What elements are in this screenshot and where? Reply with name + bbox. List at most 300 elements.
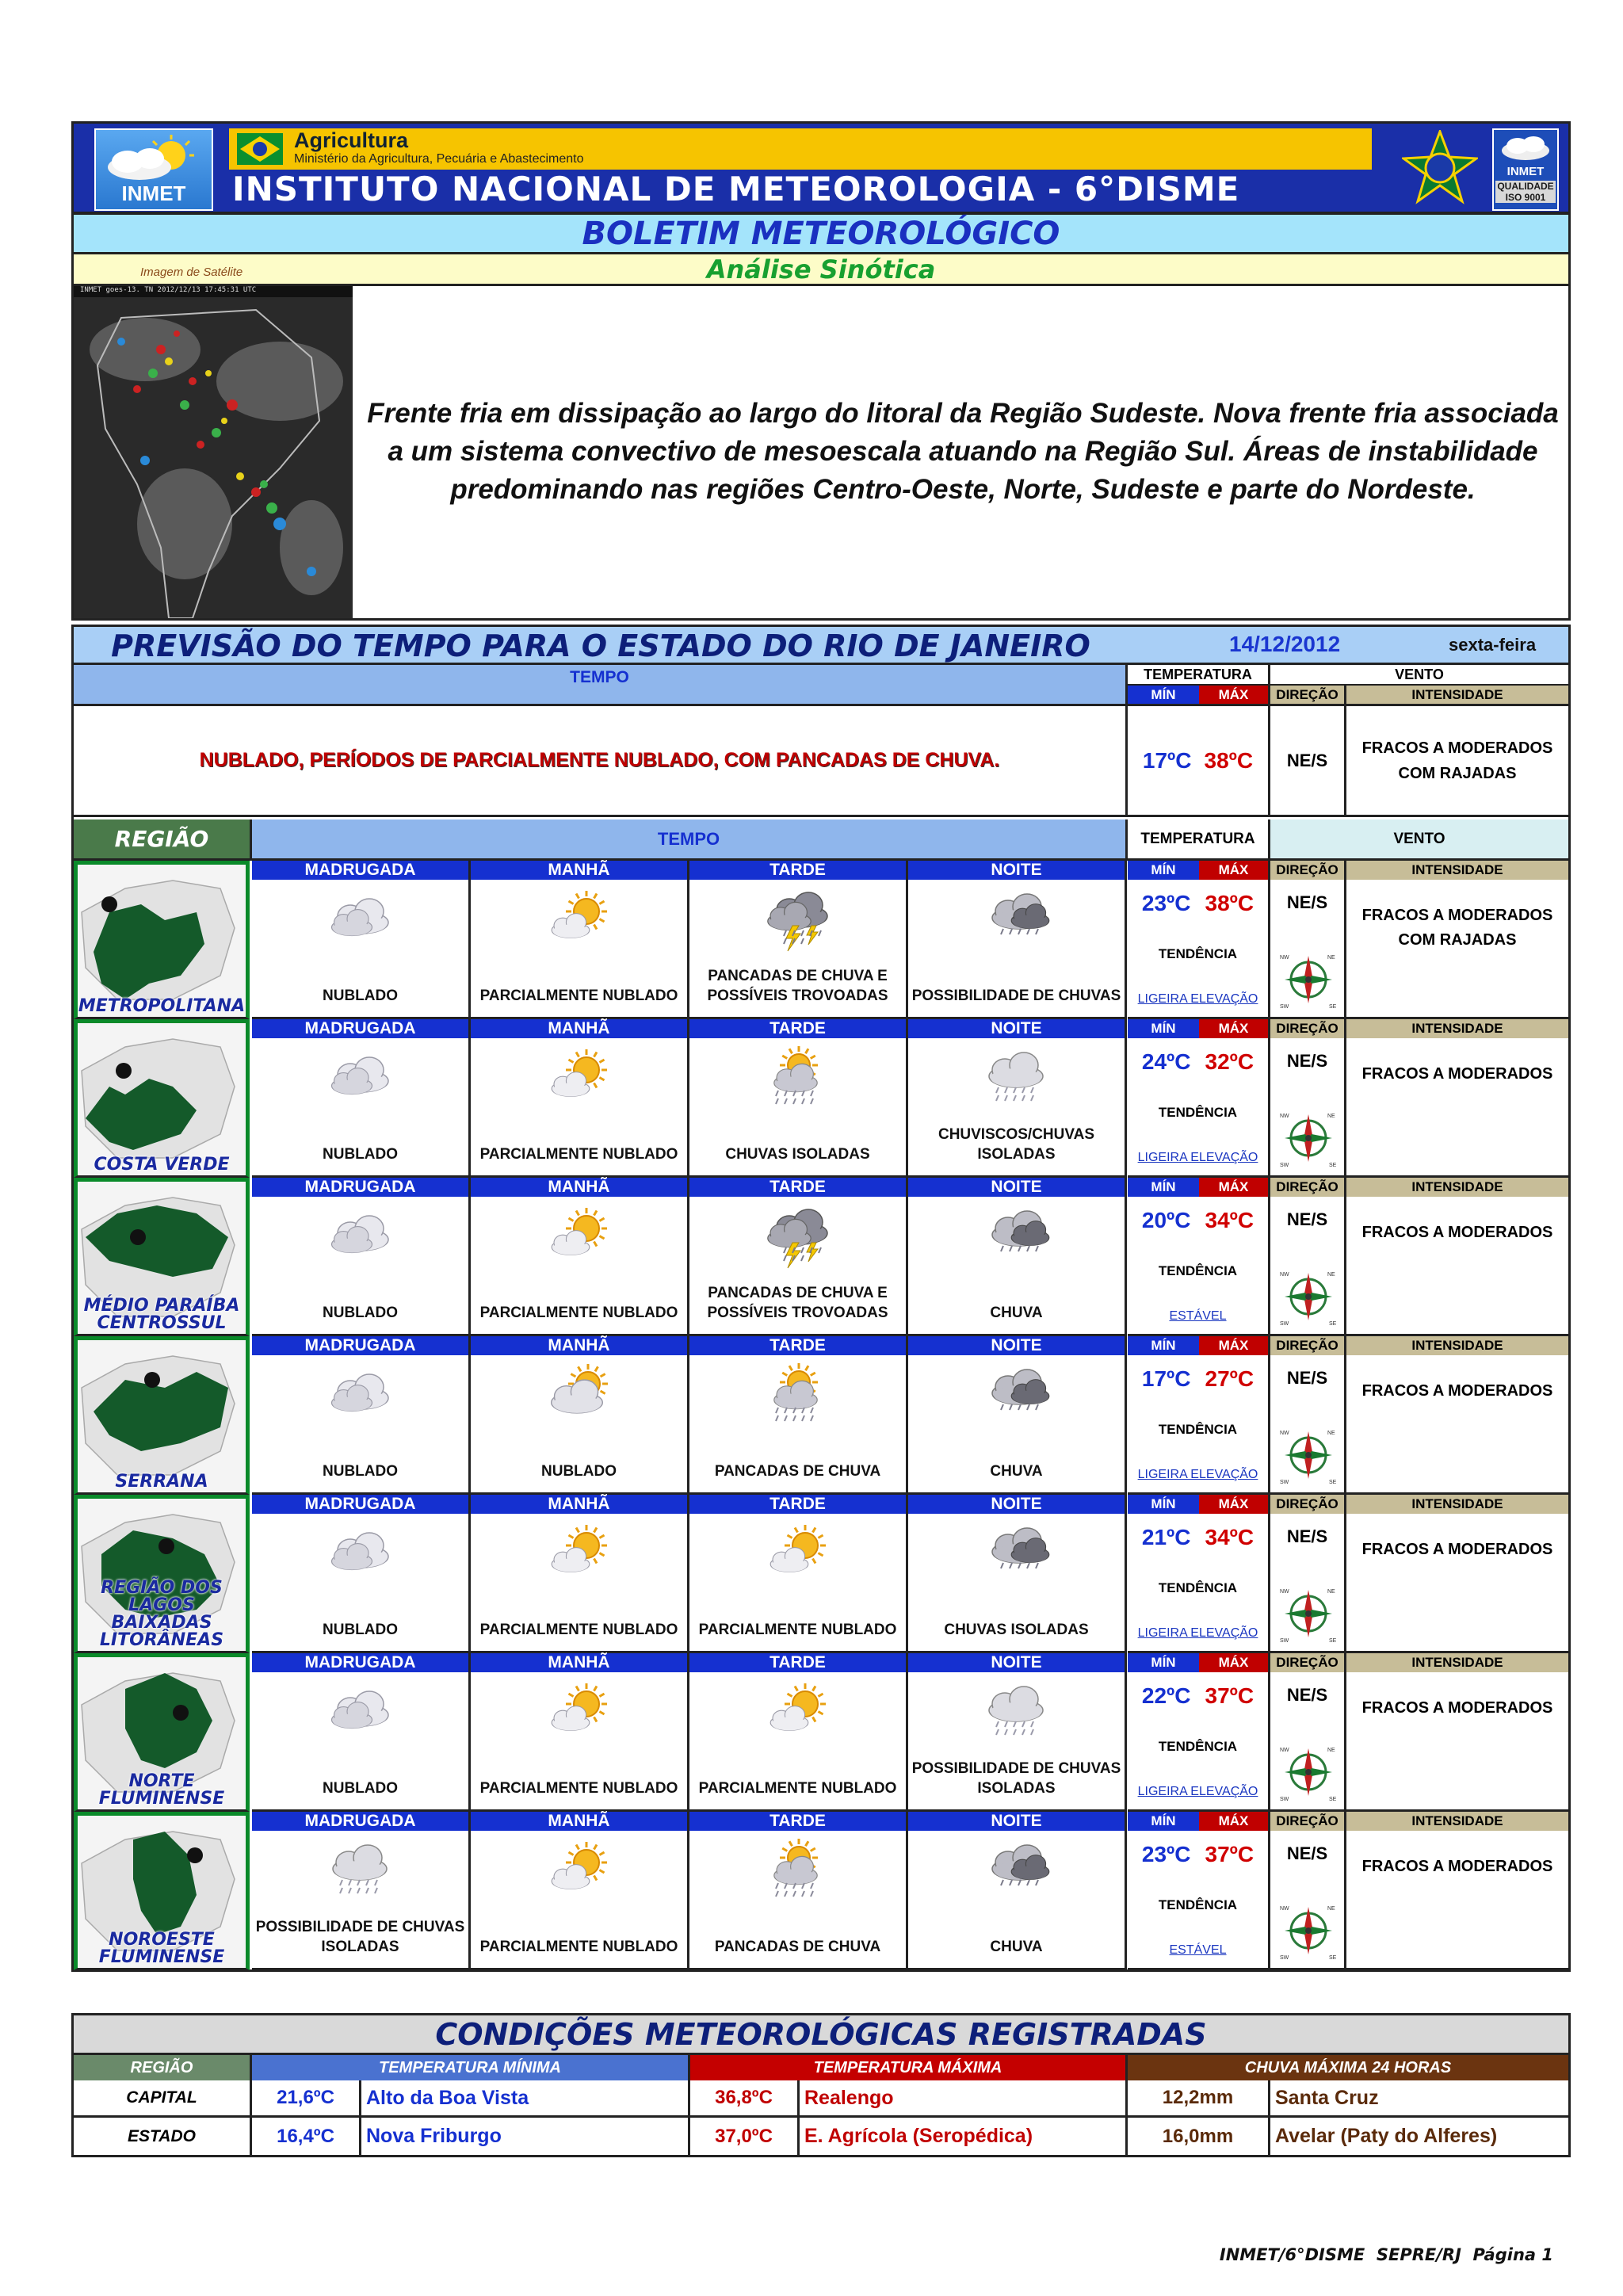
min-header [1128, 1653, 1199, 1672]
iso-logo-text: INMET [1507, 165, 1545, 178]
svg-text:NE: NE [1327, 1748, 1335, 1753]
state-summary: NUBLADO, PERÍODOS DE PARCIALMENTE NUBLADO, COM PANCADAS DE CHUVA. [199, 749, 1000, 771]
min-temp: 23ºC [1141, 1842, 1191, 1866]
trend-label: TENDÊNCIA [1158, 1263, 1238, 1278]
weather-condition: CHUVAS ISOLADAS [944, 1622, 1089, 1638]
partly-cloudy-icon [533, 1837, 628, 1908]
period-cell [471, 1355, 689, 1495]
weather-condition: CHUVISCOS/CHUVAS ISOLADAS [938, 1126, 1095, 1163]
period-header [908, 1019, 1127, 1038]
row-tmin: 21,6ºC [277, 2087, 334, 2108]
min-header [1128, 1495, 1199, 1514]
period-cell [689, 1038, 908, 1178]
period-header [689, 1178, 908, 1197]
period-label: NOITE [991, 1495, 1042, 1513]
region-map-icon [78, 1023, 236, 1166]
weather-condition: NUBLADO [323, 1780, 398, 1797]
iso-cloud-icon [1494, 132, 1557, 163]
direction-header [1270, 1019, 1346, 1038]
state-direction: NE/S [1286, 750, 1328, 770]
state-summary-cell [74, 706, 1128, 817]
period-header [689, 1495, 908, 1514]
intensity-label: INTENSIDADE [1411, 1179, 1503, 1194]
svg-text:SE: SE [1329, 1163, 1337, 1168]
wind-direction: NE/S [1286, 1685, 1328, 1705]
compass-rose-icon [1275, 1580, 1342, 1647]
svg-text:SW: SW [1280, 1004, 1289, 1010]
row-rain-place: Avelar (Paty do Alferes) [1275, 2125, 1498, 2147]
trend-label: TENDÊNCIA [1158, 1422, 1238, 1437]
inmet-logo-text: INMET [121, 181, 186, 205]
compass-rose-icon [1275, 1739, 1342, 1805]
region-map-2 [74, 1178, 250, 1336]
period-label: MANHÃ [548, 1812, 610, 1830]
direction-label: DIREÇÃO [1276, 1179, 1338, 1194]
period-header [908, 861, 1127, 880]
trend-value: LIGEIRA ELEVAÇÃO [1137, 1626, 1258, 1640]
svg-text:NW: NW [1280, 1431, 1289, 1436]
satellite-caption: INMET goes-13. TN 2012/12/13 17:45:31 UTC [80, 286, 257, 294]
trend-value: LIGEIRA ELEVAÇÃO [1137, 1785, 1258, 1798]
state-min-temp: 17ºC [1142, 747, 1192, 773]
intensity-header [1346, 1653, 1568, 1672]
page-header [71, 121, 1571, 214]
conditions-row-tmax-place [800, 2080, 1128, 2118]
wind-intensity: FRACOS A MODERADOS [1361, 1382, 1553, 1400]
rain-icon [970, 886, 1065, 957]
svg-text:SW: SW [1280, 1638, 1289, 1644]
region-map-1 [74, 1019, 250, 1178]
drizzle-icon [970, 1045, 1065, 1116]
weather-icon-wrap [314, 886, 409, 957]
intensity-label: INTENSIDADE [1411, 1338, 1503, 1353]
trend-label: TENDÊNCIA [1158, 1580, 1238, 1595]
trend-value: LIGEIRA ELEVAÇÃO [1137, 992, 1258, 1006]
weather-condition: PARCIALMENTE NUBLADO [479, 1780, 678, 1797]
period-cell [908, 1831, 1127, 1970]
cloudy-icon [314, 1362, 409, 1433]
conditions-tmax-header [690, 2055, 1128, 2080]
direction-label: DIREÇÃO [1276, 1021, 1338, 1036]
svg-text:SE: SE [1329, 1004, 1337, 1010]
partly-cloudy-icon [533, 1679, 628, 1750]
region-name: COSTA VERDE [94, 1155, 230, 1175]
temperature-cell [1128, 1355, 1270, 1495]
period-label: TARDE [769, 861, 826, 879]
svg-text:NE: NE [1327, 1272, 1335, 1278]
period-cell [908, 1197, 1127, 1336]
weather-condition: PARCIALMENTE NUBLADO [479, 1939, 678, 1955]
intensity-header [1346, 1495, 1568, 1514]
trend-value: LIGEIRA ELEVAÇÃO [1137, 1468, 1258, 1481]
period-label: MANHÃ [548, 1653, 610, 1671]
satellite-label: Imagem de Satélite [140, 266, 243, 279]
region-map-6 [74, 1812, 250, 1970]
conditions-row-tmax-place [800, 2118, 1128, 2155]
period-label: NOITE [991, 1019, 1042, 1037]
weather-condition: PARCIALMENTE NUBLADO [479, 1622, 678, 1638]
institute-title: INSTITUTO NACIONAL DE METEOROLOGIA - 6°DISME [232, 170, 1240, 208]
svg-text:NE: NE [1327, 1906, 1335, 1912]
trend-value: LIGEIRA ELEVAÇÃO [1137, 1151, 1258, 1164]
forecast-title: PREVISÃO DO TEMPO PARA O ESTADO DO RIO DE JANEIRO [111, 628, 1090, 663]
max-temp: 27ºC [1205, 1366, 1254, 1391]
weather-icon-wrap [314, 1362, 409, 1433]
wind-intensity: FRACOS A MODERADOS [1361, 1699, 1553, 1717]
iso-label: QUALIDADE ISO 9001 [1495, 181, 1556, 203]
state-temperatura-header [1128, 665, 1270, 686]
weather-icon-wrap [533, 886, 628, 957]
region-tempo-header [252, 819, 1128, 861]
conditions-region-header [74, 2055, 252, 2080]
ministry-banner [229, 128, 1372, 170]
partly-cloudy-icon [533, 1045, 628, 1116]
weather-icon-wrap [970, 1203, 1065, 1274]
direction-cell [1270, 1038, 1346, 1178]
weather-condition: POSSIBILIDADE DE CHUVAS [911, 988, 1121, 1004]
region-temperatura-label: TEMPERATURA [1140, 830, 1255, 847]
min-temp: 22ºC [1141, 1683, 1191, 1708]
period-header [252, 1019, 471, 1038]
svg-text:NW: NW [1280, 955, 1289, 961]
conditions-row-tmin [252, 2118, 361, 2155]
region-name: METROPOLITANA [78, 996, 246, 1016]
svg-text:NW: NW [1280, 1114, 1289, 1119]
max-label: MÁX [1218, 1496, 1249, 1511]
period-cell [689, 1672, 908, 1812]
region-temperatura-header [1128, 819, 1270, 861]
weather-icon-wrap [314, 1045, 409, 1116]
compass-rose-icon [1275, 1897, 1342, 1964]
min-temp: 24ºC [1141, 1049, 1191, 1074]
period-header [908, 1812, 1127, 1831]
weather-condition: PARCIALMENTE NUBLADO [698, 1622, 897, 1638]
partly-cloudy-icon [751, 1679, 846, 1750]
compass-rose-icon [1275, 946, 1342, 1013]
period-cell [471, 880, 689, 1019]
max-header [1199, 1495, 1270, 1514]
trend-value: ESTÁVEL [1169, 1943, 1227, 1957]
direction-cell [1270, 1197, 1346, 1336]
direction-label: DIREÇÃO [1276, 1655, 1338, 1670]
wind-direction: NE/S [1286, 1051, 1328, 1071]
thunderstorm-icon [751, 886, 846, 957]
wind-intensity: FRACOS A MODERADOS [1361, 1065, 1553, 1083]
period-label: MADRUGADA [304, 1653, 416, 1671]
max-label: MÁX [1218, 1179, 1249, 1194]
state-vento-label: VENTO [1395, 666, 1444, 682]
synoptic-analysis [365, 365, 1561, 539]
trend-label: TENDÊNCIA [1158, 1105, 1238, 1120]
period-header [908, 1178, 1127, 1197]
row-region: CAPITAL [126, 2088, 197, 2107]
direction-label: DIREÇÃO [1276, 1338, 1338, 1353]
wind-direction: NE/S [1286, 1526, 1328, 1546]
min-label: MÍN [1151, 1496, 1176, 1511]
rain-icon [970, 1362, 1065, 1433]
intensity-cell [1346, 1514, 1568, 1653]
period-label: TARDE [769, 1495, 826, 1513]
period-cell [471, 1672, 689, 1812]
max-temp: 38ºC [1205, 891, 1254, 915]
intensity-label: INTENSIDADE [1411, 862, 1503, 877]
min-header [1128, 861, 1199, 880]
svg-text:NW: NW [1280, 1589, 1289, 1595]
intensity-cell [1346, 880, 1568, 1019]
direction-label: DIREÇÃO [1276, 1496, 1338, 1511]
weather-icon-wrap [970, 1837, 1065, 1908]
row-rain-place: Santa Cruz [1275, 2086, 1379, 2109]
region-tempo-label: TEMPO [657, 828, 720, 849]
region-map-3 [74, 1336, 250, 1495]
wind-direction: NE/S [1286, 1209, 1328, 1229]
min-temp: 20ºC [1141, 1208, 1191, 1232]
weather-icon-wrap [970, 1045, 1065, 1116]
intensity-header [1346, 1019, 1568, 1038]
direction-cell [1270, 880, 1346, 1019]
thunderstorm-icon [751, 1203, 846, 1274]
conditions-title: CONDIÇÕES METEOROLÓGICAS REGISTRADAS [435, 2016, 1207, 2052]
weather-condition: POSSIBILIDADE DE CHUVAS ISOLADAS [911, 1760, 1121, 1797]
period-cell [252, 1355, 471, 1495]
period-header [908, 1653, 1127, 1672]
region-name: MÉDIO PARAÍBA CENTROSSUL [83, 1296, 240, 1333]
state-temperatura-label: TEMPERATURA [1144, 666, 1252, 682]
weather-condition: PANCADAS DE CHUVA [714, 1939, 881, 1955]
satellite-map-icon [74, 286, 353, 618]
period-cell [689, 1355, 908, 1495]
period-label: NOITE [991, 1336, 1042, 1354]
compass-rose-icon [1275, 1263, 1342, 1330]
row-tmax: 36,8ºC [715, 2087, 773, 2108]
ministry-subtitle: Ministério da Agricultura, Pecuária e Abastecimento [294, 152, 584, 166]
satellite-image[interactable] [74, 286, 353, 618]
weather-condition: NUBLADO [323, 988, 398, 1004]
conditions-tmin-label: TEMPERATURA MÍNIMA [379, 2058, 561, 2076]
period-header [471, 1336, 689, 1355]
weather-icon-wrap [970, 1679, 1065, 1750]
sun-shower-icon [751, 1837, 846, 1908]
weather-icon-wrap [751, 1362, 846, 1433]
row-tmax-place: E. Agrícola (Seropédica) [804, 2125, 1033, 2147]
footer-text: INMET/6°DISME SEPRE/RJ Página 1 [1219, 2245, 1553, 2264]
weather-icon-wrap [751, 1045, 846, 1116]
direction-header [1270, 1812, 1346, 1831]
svg-text:NE: NE [1327, 955, 1335, 961]
region-map-5 [74, 1653, 250, 1812]
weather-condition: CHUVAS ISOLADAS [725, 1146, 870, 1163]
state-intensity-cell [1346, 706, 1568, 817]
temperature-cell [1128, 1672, 1270, 1812]
conditions-rain-header [1128, 2055, 1568, 2080]
direction-cell [1270, 1355, 1346, 1495]
wind-intensity: FRACOS A MODERADOS COM RAJADAS [1361, 907, 1553, 949]
min-temp: 21ºC [1141, 1525, 1191, 1549]
temperature-cell [1128, 1038, 1270, 1178]
region-map-icon [78, 865, 236, 1007]
period-header [471, 1495, 689, 1514]
max-label: MÁX [1218, 1813, 1249, 1828]
period-cell [471, 1038, 689, 1178]
weather-icon-wrap [970, 1520, 1065, 1591]
max-header [1199, 1336, 1270, 1355]
weather-condition: PANCADAS DE CHUVA [714, 1463, 881, 1480]
svg-text:SW: SW [1280, 1321, 1289, 1327]
intensity-cell [1346, 1355, 1568, 1495]
weather-condition: NUBLADO [323, 1305, 398, 1321]
direction-label: DIREÇÃO [1276, 1813, 1338, 1828]
state-min-label: MÍN [1151, 686, 1176, 702]
max-header [1199, 1653, 1270, 1672]
period-label: MANHÃ [548, 1336, 610, 1354]
region-map-4 [74, 1495, 250, 1653]
svg-text:SE: SE [1329, 1955, 1337, 1961]
max-header [1199, 1812, 1270, 1831]
state-max-header [1199, 686, 1270, 706]
min-header [1128, 1812, 1199, 1831]
row-rain: 12,2mm [1162, 2087, 1234, 2108]
conditions-tmin-header [252, 2055, 690, 2080]
conditions-rain-label: CHUVA MÁXIMA 24 HORAS [1244, 2058, 1452, 2076]
weather-condition: NUBLADO [323, 1622, 398, 1638]
period-header [689, 861, 908, 880]
synoptic-text: Frente fria em dissipação ao largo do litoral da Região Sudeste. Nova frente fria associada a um sistema convectivo de mesoescala atuando na Região Sul. Áreas de instabilidade predominando nas regiões Centro-Oeste, Norte, Sudeste e parte do Nordeste. [367, 398, 1559, 505]
intensity-header [1346, 1336, 1568, 1355]
weather-condition: PARCIALMENTE NUBLADO [479, 1146, 678, 1163]
direction-cell [1270, 1514, 1346, 1653]
region-name: REGIÃO DOS LAGOS BAIXADAS LITORÂNEAS [99, 1578, 224, 1650]
max-label: MÁX [1218, 1338, 1249, 1353]
forecast-weekday: sexta-feira [1449, 635, 1537, 655]
svg-text:SE: SE [1329, 1797, 1337, 1802]
period-cell [908, 880, 1127, 1019]
sun-behind-clouds-icon [533, 1362, 628, 1433]
compass-rose-icon [1275, 1105, 1342, 1171]
region-header [74, 819, 252, 861]
weather-icon-wrap [970, 1362, 1065, 1433]
period-cell [471, 1514, 689, 1653]
region-map-0 [74, 861, 250, 1019]
direction-header [1270, 1336, 1346, 1355]
period-label: MADRUGADA [304, 861, 416, 879]
svg-text:SW: SW [1280, 1480, 1289, 1485]
period-cell [908, 1514, 1127, 1653]
period-header [471, 1019, 689, 1038]
period-cell [908, 1038, 1127, 1178]
max-header [1199, 861, 1270, 880]
state-direction-header [1270, 686, 1346, 706]
weather-condition: PANCADAS DE CHUVA E POSSÍVEIS TROVOADAS [707, 968, 888, 1004]
svg-text:SE: SE [1329, 1638, 1337, 1644]
period-header [689, 1812, 908, 1831]
region-name: NORTE FLUMINENSE [98, 1771, 225, 1809]
period-label: TARDE [769, 1336, 826, 1354]
conditions-row-rain [1128, 2080, 1270, 2118]
period-cell [689, 880, 908, 1019]
min-label: MÍN [1151, 1179, 1176, 1194]
period-label: MANHÃ [548, 1019, 610, 1037]
cloudy-icon [314, 1679, 409, 1750]
svg-text:SE: SE [1329, 1480, 1337, 1485]
svg-text:NE: NE [1327, 1589, 1335, 1595]
weather-icon-wrap [314, 1679, 409, 1750]
intensity-label: INTENSIDADE [1411, 1496, 1503, 1511]
max-temp: 34ºC [1205, 1525, 1254, 1549]
intensity-cell [1346, 1038, 1568, 1178]
period-label: TARDE [769, 1812, 826, 1830]
temperature-cell [1128, 880, 1270, 1019]
region-name: SERRANA [115, 1472, 208, 1492]
period-cell [908, 1355, 1127, 1495]
min-temp: 23ºC [1141, 891, 1191, 915]
period-header [471, 1178, 689, 1197]
max-label: MÁX [1218, 862, 1249, 877]
min-label: MÍN [1151, 1813, 1176, 1828]
max-label: MÁX [1218, 1021, 1249, 1036]
rain-icon [970, 1837, 1065, 1908]
period-label: MADRUGADA [304, 1812, 416, 1830]
state-intensity-label: INTENSIDADE [1411, 686, 1503, 702]
svg-text:SW: SW [1280, 1955, 1289, 1961]
region-vento-header [1270, 819, 1568, 861]
period-cell [689, 1831, 908, 1970]
period-header [252, 1495, 471, 1514]
period-header [689, 1653, 908, 1672]
intensity-cell [1346, 1831, 1568, 1970]
trend-label: TENDÊNCIA [1158, 1739, 1238, 1754]
sun-cloud-logo-icon [96, 132, 212, 187]
forecast-date: 14/12/2012 [1229, 632, 1341, 656]
conditions-row-tmin [252, 2080, 361, 2118]
conditions-row-tmax [690, 2080, 800, 2118]
direction-cell [1270, 1831, 1346, 1970]
row-tmin-place: Nova Friburgo [366, 2125, 502, 2147]
state-intensity: FRACOS A MODERADOS COM RAJADAS [1361, 739, 1553, 782]
drizzle-icon [314, 1837, 409, 1908]
weather-condition: CHUVA [990, 1463, 1043, 1480]
state-intensity-header [1346, 686, 1568, 706]
cloudy-icon [314, 886, 409, 957]
weather-icon-wrap [533, 1362, 628, 1433]
weather-icon-wrap [533, 1679, 628, 1750]
weather-condition: NUBLADO [541, 1463, 617, 1480]
partly-cloudy-icon [751, 1520, 846, 1591]
row-tmax: 37,0ºC [715, 2125, 773, 2147]
period-label: MADRUGADA [304, 1336, 416, 1354]
temperature-cell [1128, 1831, 1270, 1970]
period-cell [908, 1672, 1127, 1812]
period-label: MANHÃ [548, 861, 610, 879]
weather-condition: PARCIALMENTE NUBLADO [698, 1780, 897, 1797]
wind-direction: NE/S [1286, 1843, 1328, 1863]
state-max-temp: 38ºC [1204, 747, 1254, 773]
svg-text:NW: NW [1280, 1906, 1289, 1912]
weather-icon-wrap [751, 1837, 846, 1908]
svg-text:NE: NE [1327, 1431, 1335, 1436]
period-cell [471, 1197, 689, 1336]
weather-condition: PANCADAS DE CHUVA E POSSÍVEIS TROVOADAS [707, 1285, 888, 1321]
row-tmin: 16,4ºC [277, 2125, 334, 2147]
weather-condition: POSSIBILIDADE DE CHUVAS ISOLADAS [255, 1919, 465, 1955]
conditions-row-region [74, 2080, 252, 2118]
min-header [1128, 1019, 1199, 1038]
period-label: NOITE [991, 1653, 1042, 1671]
min-label: MÍN [1151, 1655, 1176, 1670]
weather-icon-wrap [751, 1520, 846, 1591]
weather-icon-wrap [751, 1679, 846, 1750]
wind-direction: NE/S [1286, 1368, 1328, 1388]
state-vento-header [1270, 665, 1568, 686]
